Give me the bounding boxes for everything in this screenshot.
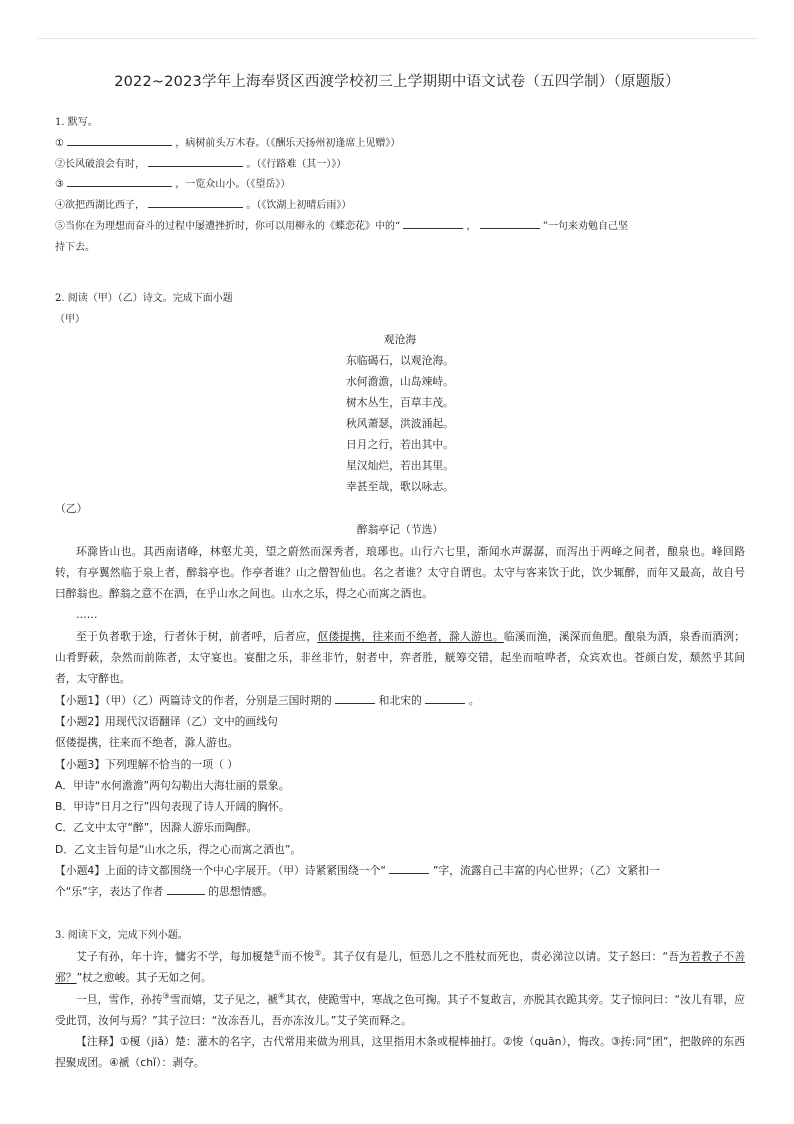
q1-line-1: ① ，病树前头万木春。（《酬乐天扬州初逢席上见赠》） <box>55 134 745 155</box>
essay-ellipsis: …… <box>76 608 98 622</box>
answer-blank[interactable] <box>167 883 205 895</box>
q2-label-yi: （乙） <box>55 502 88 515</box>
poem-line: 东临碣石，以观沧海。 <box>346 354 454 367</box>
answer-blank[interactable] <box>480 217 540 229</box>
q2-heading: 2. 阅读（甲）（乙）诗文。完成下面小题 <box>55 293 233 304</box>
underlined-sentence: 伛偻提携，往来而不绝者，滁人游也。 <box>317 629 504 643</box>
option-c[interactable]: C．乙文中太守“醉”，因滁人游乐而陶醉。 <box>55 821 258 835</box>
q3-heading: 3. 阅读下文，完成下列小题。 <box>55 930 188 941</box>
poem-line: 树木丛生，百草丰茂。 <box>346 396 454 409</box>
q1-line-5: ⑤当你在为理想而奋斗的过程中屡遭挫折时，你可以用柳永的《蝶恋花》中的“ ， ”一句来劝勉自己坚 <box>55 217 745 238</box>
subquestion-4: 【小题4】上面的诗文都围绕一个中心字展开。（甲）诗紧紧围绕一个“ ”字，流露自己丰富的内心世界；（乙）文紧扣一 个“乐”字，表达了作者 的思想情感。 <box>55 864 660 899</box>
option-b[interactable]: B．甲诗“日月之行”四句表现了诗人开阔的胸怀。 <box>55 800 290 814</box>
answer-blank[interactable] <box>67 134 172 146</box>
document-title: 2022~2023学年上海奉贤区西渡学校初三上学期期中语文试卷（五四学制）（原题版） <box>114 74 680 90</box>
subquestion-2: 【小题2】用现代汉语翻译（乙）文中的画线句 <box>55 714 278 728</box>
essay-paragraph-2: 至于负者歌于途，行者休于树，前者呼，后者应，伛偻提携，往来而不绝者，滁人游也。临溪而渔，溪深而鱼肥。酿泉为酒，泉香而酒洌；山肴野蔌，杂然而前陈者，太守宴也。宴酣之乐，非丝非竹，射者中，弈者胜，觥筹交错，起坐而喧哗者，众宾欢也。苍颜白发，颓然乎其间者，太守醉也。 <box>55 629 746 686</box>
poem-line: 秋风萧瑟，洪波涌起。 <box>346 417 454 430</box>
question-3-text <box>55 946 745 1074</box>
q1-line-4: ④欲把西湖比西子， 。（《饮湖上初晴后雨》） <box>55 196 745 217</box>
q3-paragraph-1: 艾子有孙，年十许，慵劣不学，每加榎楚①而不悛②。其子仅有是儿，恒恐儿之不胜杖而死也，责必涕泣以请。艾子怒曰：“吾为若教子不善邪？”杖之愈峻。其子无如之何。 <box>55 948 746 985</box>
answer-blank[interactable] <box>335 692 375 704</box>
subquestion-3: 【小题3】下列理解不恰当的一项（ ） <box>55 757 239 771</box>
footnote-marker: ④ <box>277 991 286 1000</box>
question-2-header <box>55 288 745 330</box>
footnote-marker: ① <box>273 948 282 958</box>
q1-line-3: ③ ，一览众山小。（《望岳》） <box>55 175 745 196</box>
essay-zuiwengtingji <box>55 498 745 903</box>
subquestion-2-quote: 伛偻提携，往来而不绝者，滁人游也。 <box>55 736 239 750</box>
q3-paragraph-2: 一旦，雪作，孙抟③雪而嬉，艾子见之，褫④其衣，使跪雪中，寒战之色可掬。其子不复敢言，亦脱其衣跪其旁。艾子惊问曰：“汝儿有罪，应受此罚，汝何与焉？”其子泣曰：“汝冻吾儿，吾亦冻汝儿。”艾子笑而释之。 <box>55 991 746 1027</box>
poem-line: 日月之行，若出其中。 <box>346 438 454 451</box>
footnote-marker: ② <box>314 948 322 958</box>
poem-line: 水何澹澹，山岛竦峙。 <box>346 375 454 388</box>
header-rule <box>38 38 758 39</box>
answer-blank[interactable] <box>403 217 463 229</box>
question-1 <box>55 113 745 259</box>
answer-blank[interactable] <box>148 196 243 208</box>
poem-guancanghai <box>55 329 745 497</box>
essay-paragraph-1: 环滁皆山也。其西南诸峰，林壑尤美，望之蔚然而深秀者，琅琊也。山行六七里，渐闻水声潺潺，而泻出于两峰之间者，酿泉也。峰回路转，有亭翼然临于泉上者，醉翁亭也。作亭者谁？山之僧智仙也。名之者谁？太守自谓也。太守与客来饮于此，饮少辄醉，而年又最高，故自号曰醉翁也。醉翁之意不在酒，在乎山水之间也。山水之乐，得之心而寓之酒也。 <box>55 544 745 601</box>
essay-title: 醉翁亭记（节选） <box>356 523 444 537</box>
poem-line: 幸甚至哉，歌以咏志。 <box>346 480 454 493</box>
answer-blank[interactable] <box>389 862 429 874</box>
answer-blank[interactable] <box>148 155 243 167</box>
poem-title: 观沧海 <box>383 333 417 346</box>
q1-line-2: ②长风破浪会有时， 。（《行路难（其一）》） <box>55 155 745 176</box>
answer-blank[interactable] <box>425 692 465 704</box>
option-a[interactable]: A．甲诗“水何澹澹”两句勾勒出大海壮丽的景象。 <box>55 778 290 792</box>
q3-annotation: 【注释】①榎（jiǎ）楚：灌木的名字，古代常用来做为刑具，这里指用木条或棍棒抽打。②悛（quān），悔改。③抟:同“团”，把散碎的东西捏聚成团。④褫（chǐ）：剥夺。 <box>55 1035 745 1070</box>
q2-label-jia: （甲） <box>55 314 85 325</box>
subquestion-1: 【小题1】（甲）（乙）两篇诗文的作者，分别是三国时期的 和北宋的 。 <box>55 693 480 707</box>
underlined-sentence: 为若教子不善邪？ <box>55 950 746 985</box>
option-d[interactable]: D．乙文主旨句是“山水之乐，得之心而寓之酒也”。 <box>55 842 302 856</box>
q1-line-6: 持下去。 <box>55 241 95 253</box>
poem-line: 星汉灿烂，若出其里。 <box>346 459 454 472</box>
q1-heading: 1. 默写。 <box>55 117 98 128</box>
answer-blank[interactable] <box>67 175 172 187</box>
footnote-marker: ③ <box>162 991 170 1000</box>
